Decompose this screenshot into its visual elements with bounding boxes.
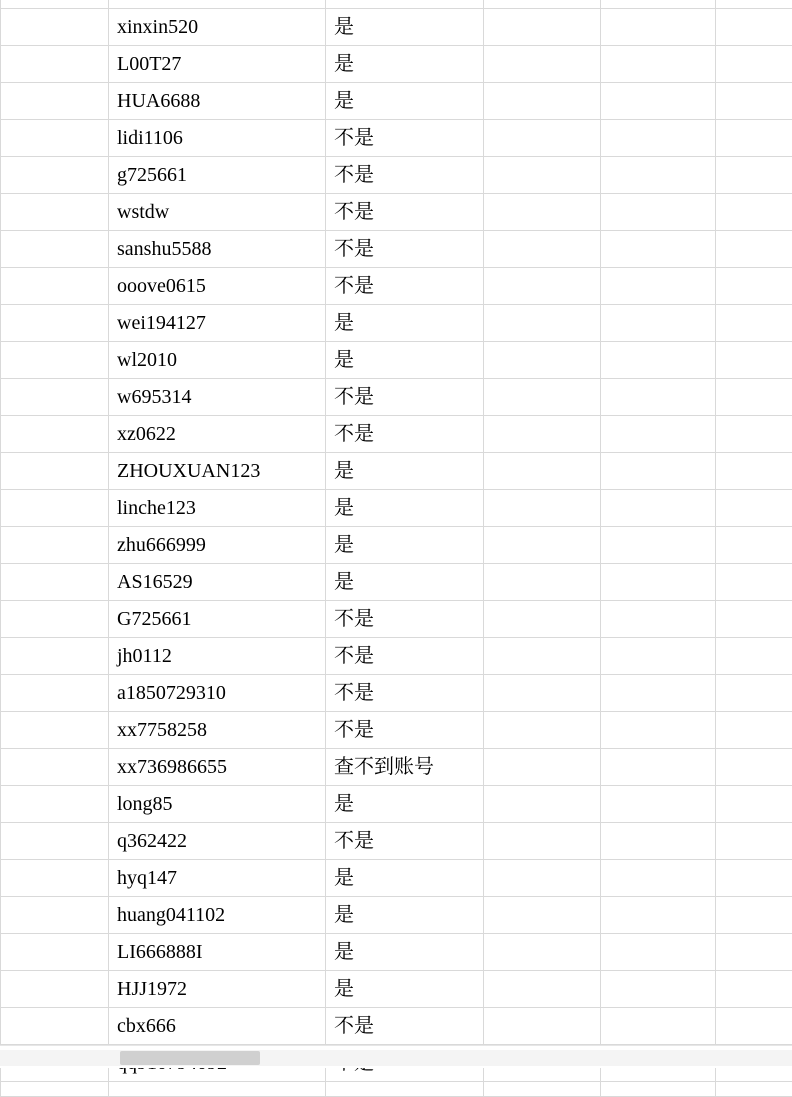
cell-empty[interactable] [601, 490, 716, 527]
table-row [1, 157, 792, 194]
cell-account-name[interactable]: HUA6688 [109, 83, 326, 120]
cell-empty[interactable] [601, 934, 716, 971]
table-row [1, 601, 792, 638]
table-row [1, 564, 792, 601]
cell-status[interactable]: 是 [326, 971, 484, 1008]
table-row [1, 860, 792, 897]
cell-index[interactable] [1, 564, 109, 601]
cell-empty[interactable] [601, 305, 716, 342]
cell-account-name[interactable]: L00T27 [109, 46, 326, 83]
cell-status[interactable]: 不是 [326, 231, 484, 268]
cell-empty[interactable] [601, 453, 716, 490]
cell-status[interactable]: 不是 [326, 675, 484, 712]
cell-index[interactable] [1, 749, 109, 786]
cell-account-name[interactable]: cbx666 [109, 1008, 326, 1045]
cell-status[interactable]: 不是 [326, 379, 484, 416]
table-row [1, 453, 792, 490]
cell-empty[interactable] [601, 157, 716, 194]
cell-empty[interactable] [601, 897, 716, 934]
cell-empty[interactable] [716, 638, 792, 675]
cell-empty[interactable] [601, 601, 716, 638]
cell-index[interactable] [1, 601, 109, 638]
cell-account-name[interactable]: xx736986655 [109, 749, 326, 786]
cell-account-name[interactable]: HJJ1972 [109, 971, 326, 1008]
table-row [1, 786, 792, 823]
cell-empty[interactable] [484, 9, 601, 46]
table-row [1, 83, 792, 120]
table-row [1, 527, 792, 564]
cell-empty[interactable] [716, 1082, 792, 1097]
cell-empty[interactable] [601, 0, 716, 9]
cell-index[interactable] [1, 268, 109, 305]
cell-empty[interactable] [716, 527, 792, 564]
table-row [1, 897, 792, 934]
cell-empty[interactable] [484, 823, 601, 860]
cell-status[interactable]: 不是 [326, 823, 484, 860]
cell-empty[interactable] [601, 749, 716, 786]
cell-index[interactable] [1, 490, 109, 527]
cell-empty[interactable] [601, 564, 716, 601]
cell-account-name[interactable]: LI666888I [109, 934, 326, 971]
cell-account-name[interactable]: linche123 [109, 490, 326, 527]
cell-empty[interactable] [601, 675, 716, 712]
cell-empty[interactable] [484, 453, 601, 490]
cell-empty[interactable] [484, 194, 601, 231]
cell-empty[interactable] [484, 416, 601, 453]
cell-empty[interactable] [716, 120, 792, 157]
cell-status[interactable]: 是 [326, 490, 484, 527]
cell-empty[interactable] [716, 194, 792, 231]
cell-account-name[interactable]: xz0622 [109, 416, 326, 453]
table-row [1, 268, 792, 305]
cell-status[interactable]: 是 [326, 564, 484, 601]
cell-empty[interactable] [716, 675, 792, 712]
cell-empty[interactable] [484, 0, 601, 9]
cell-account-name[interactable]: xx7758258 [109, 712, 326, 749]
cell-empty[interactable] [326, 1082, 484, 1097]
cell-account-name[interactable]: lidi1106 [109, 120, 326, 157]
cell-empty[interactable] [716, 749, 792, 786]
cell-empty[interactable] [484, 120, 601, 157]
cell-index[interactable] [1, 231, 109, 268]
cell-account-name[interactable]: wl2010 [109, 342, 326, 379]
cell-status[interactable]: 不是 [326, 416, 484, 453]
cell-empty[interactable] [484, 1008, 601, 1045]
cell-status[interactable]: 是 [326, 9, 484, 46]
cell-empty[interactable] [601, 416, 716, 453]
cell-empty[interactable] [484, 305, 601, 342]
cell-empty[interactable] [716, 1008, 792, 1045]
cell-empty[interactable] [716, 231, 792, 268]
cell-empty[interactable] [484, 157, 601, 194]
cell-empty[interactable] [716, 453, 792, 490]
horizontal-scrollbar[interactable] [0, 1045, 792, 1068]
cell-empty[interactable] [601, 379, 716, 416]
table-row [1, 120, 792, 157]
cell-empty[interactable] [484, 638, 601, 675]
cell-index[interactable] [1, 342, 109, 379]
grid-body [1, 0, 792, 1097]
table-row [1, 231, 792, 268]
cell-empty[interactable] [484, 934, 601, 971]
cell-empty[interactable] [601, 83, 716, 120]
table-row [1, 305, 792, 342]
cell-empty[interactable] [716, 83, 792, 120]
table-row [1, 342, 792, 379]
cell-empty[interactable] [716, 46, 792, 83]
cell-index[interactable] [1, 194, 109, 231]
cell-empty[interactable] [601, 120, 716, 157]
cell-empty[interactable] [716, 712, 792, 749]
table-row-partial-top [1, 0, 792, 9]
cell-account-name[interactable]: long85 [109, 786, 326, 823]
cell-status[interactable]: 不是 [326, 120, 484, 157]
cell-index[interactable] [1, 453, 109, 490]
table-row [1, 194, 792, 231]
cell-status[interactable]: 是 [326, 860, 484, 897]
cell-index[interactable] [1, 934, 109, 971]
cell-status[interactable]: 是 [326, 453, 484, 490]
cell-empty[interactable] [1, 0, 109, 9]
cell-account-name[interactable]: ooove0615 [109, 268, 326, 305]
cell-account-name[interactable]: w695314 [109, 379, 326, 416]
cell-index[interactable] [1, 971, 109, 1008]
cell-empty[interactable] [716, 860, 792, 897]
cell-index[interactable] [1, 1008, 109, 1045]
cell-empty[interactable] [109, 1082, 326, 1097]
cell-index[interactable] [1, 675, 109, 712]
table-row [1, 416, 792, 453]
cell-index[interactable] [1, 527, 109, 564]
cell-empty[interactable] [601, 786, 716, 823]
table-row [1, 490, 792, 527]
table-row [1, 638, 792, 675]
cell-account-name[interactable]: sanshu5588 [109, 231, 326, 268]
cell-account-name[interactable]: g725661 [109, 157, 326, 194]
cell-empty[interactable] [601, 527, 716, 564]
cell-index[interactable] [1, 786, 109, 823]
cell-empty[interactable] [601, 268, 716, 305]
cell-empty[interactable] [601, 194, 716, 231]
table-row [1, 934, 792, 971]
cell-empty[interactable] [601, 9, 716, 46]
cell-empty[interactable] [601, 231, 716, 268]
cell-status[interactable]: 是 [326, 934, 484, 971]
cell-index[interactable] [1, 9, 109, 46]
table-row [1, 9, 792, 46]
scrollbar-track[interactable] [0, 1050, 792, 1066]
cell-index[interactable] [1, 157, 109, 194]
cell-empty[interactable] [484, 268, 601, 305]
cell-status[interactable]: 是 [326, 897, 484, 934]
cell-empty[interactable] [716, 9, 792, 46]
cell-empty[interactable] [601, 712, 716, 749]
table-row [1, 1008, 792, 1045]
cell-account-name[interactable]: ZHOUXUAN123 [109, 453, 326, 490]
cell-index[interactable] [1, 120, 109, 157]
cell-account-name[interactable]: zhu666999 [109, 527, 326, 564]
cell-index[interactable] [1, 83, 109, 120]
cell-empty[interactable] [601, 638, 716, 675]
table-row-partial-bottom [1, 1082, 792, 1097]
cell-account-name[interactable]: huang041102 [109, 897, 326, 934]
cell-empty[interactable] [484, 675, 601, 712]
cell-index[interactable] [1, 305, 109, 342]
cell-index[interactable] [1, 46, 109, 83]
cell-account-name[interactable]: wstdw [109, 194, 326, 231]
cell-empty[interactable] [484, 1082, 601, 1097]
cell-empty[interactable] [484, 971, 601, 1008]
cell-empty[interactable] [484, 712, 601, 749]
cell-empty[interactable] [601, 1008, 716, 1045]
cell-empty[interactable] [484, 342, 601, 379]
table-row [1, 379, 792, 416]
table-row [1, 971, 792, 1008]
cell-empty[interactable] [716, 490, 792, 527]
cell-empty[interactable] [601, 342, 716, 379]
table-row [1, 823, 792, 860]
cell-status[interactable]: 是 [326, 305, 484, 342]
cell-empty[interactable] [716, 305, 792, 342]
cell-index[interactable] [1, 379, 109, 416]
cell-account-name[interactable]: xinxin520 [109, 9, 326, 46]
cell-empty[interactable] [716, 416, 792, 453]
cell-status[interactable]: 是 [326, 786, 484, 823]
cell-status[interactable]: 是 [326, 527, 484, 564]
cell-empty[interactable] [716, 601, 792, 638]
cell-empty[interactable] [716, 823, 792, 860]
cell-empty[interactable] [484, 231, 601, 268]
cell-status[interactable]: 是 [326, 342, 484, 379]
cell-account-name[interactable]: a1850729310 [109, 675, 326, 712]
cell-empty[interactable] [601, 860, 716, 897]
cell-status[interactable]: 不是 [326, 194, 484, 231]
cell-empty[interactable] [716, 342, 792, 379]
cell-status[interactable]: 不是 [326, 157, 484, 194]
cell-empty[interactable] [601, 1082, 716, 1097]
cell-empty[interactable] [716, 786, 792, 823]
cell-empty[interactable] [326, 0, 484, 9]
cell-empty[interactable] [484, 897, 601, 934]
table-row [1, 46, 792, 83]
cell-empty[interactable] [716, 934, 792, 971]
cell-empty[interactable] [716, 971, 792, 1008]
cell-status[interactable]: 是 [326, 46, 484, 83]
cell-empty[interactable] [484, 749, 601, 786]
cell-empty[interactable] [716, 268, 792, 305]
cell-empty[interactable] [716, 379, 792, 416]
cell-index[interactable] [1, 416, 109, 453]
table-row [1, 749, 792, 786]
cell-account-name[interactable]: q362422 [109, 823, 326, 860]
scrollbar-thumb[interactable] [120, 1051, 260, 1065]
cell-status[interactable]: 不是 [326, 268, 484, 305]
cell-empty[interactable] [484, 564, 601, 601]
cell-index[interactable] [1, 823, 109, 860]
cell-status[interactable]: 不是 [326, 712, 484, 749]
cell-empty[interactable] [1, 1082, 109, 1097]
cell-empty[interactable] [716, 157, 792, 194]
cell-account-name[interactable]: G725661 [109, 601, 326, 638]
cell-account-name[interactable]: AS16529 [109, 564, 326, 601]
cell-index[interactable] [1, 712, 109, 749]
cell-index[interactable] [1, 897, 109, 934]
cell-status[interactable]: 不是 [326, 1008, 484, 1045]
cell-empty[interactable] [484, 527, 601, 564]
cell-empty[interactable] [484, 786, 601, 823]
cell-status[interactable]: 不是 [326, 601, 484, 638]
cell-empty[interactable] [601, 971, 716, 1008]
cell-account-name[interactable]: jh0112 [109, 638, 326, 675]
cell-status[interactable]: 不是 [326, 638, 484, 675]
table-row [1, 712, 792, 749]
cell-empty[interactable] [484, 83, 601, 120]
table-row [1, 675, 792, 712]
cell-empty[interactable] [716, 0, 792, 9]
cell-empty[interactable] [716, 564, 792, 601]
cell-status[interactable]: 是 [326, 83, 484, 120]
cell-empty[interactable] [601, 823, 716, 860]
cell-empty[interactable] [601, 46, 716, 83]
cell-account-name[interactable]: hyq147 [109, 860, 326, 897]
cell-empty[interactable] [484, 860, 601, 897]
cell-index[interactable] [1, 638, 109, 675]
cell-status[interactable]: 查不到账号 [326, 749, 484, 786]
cell-empty[interactable] [716, 897, 792, 934]
cell-account-name[interactable]: wei194127 [109, 305, 326, 342]
cell-empty[interactable] [484, 601, 601, 638]
cell-index[interactable] [1, 860, 109, 897]
cell-empty[interactable] [484, 46, 601, 83]
cell-empty[interactable] [484, 490, 601, 527]
cell-empty[interactable] [484, 379, 601, 416]
cell-empty[interactable] [109, 0, 326, 9]
